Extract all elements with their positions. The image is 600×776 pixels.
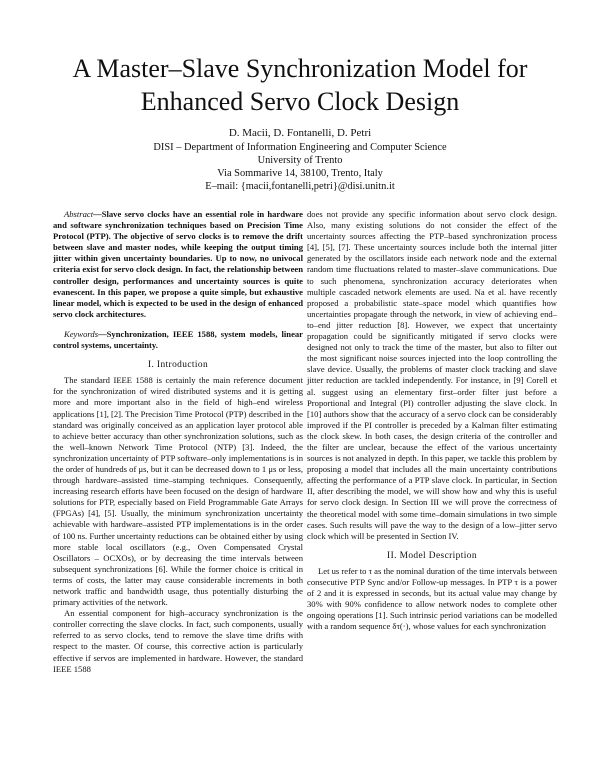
keywords xyxy=(53,329,303,351)
affiliation-university: University of Trento xyxy=(257,155,343,167)
right-column xyxy=(307,209,557,632)
left-column xyxy=(53,209,303,675)
keywords-label: Keywords xyxy=(64,328,99,339)
abstract-text: —Slave servo clocks have an essential role in hardware and software synchronization techniques based on Precision Time Protocol (PTP). The objective of servo clocks is to remove the drift between slave and master nodes, while keeping the output timing jitter within given uncertainty boundaries. Up to now, no univocal criteria exist for servo clock design. In fact, the relationship between controller design, performances and uncertainty sources is quite evanescent. In this paper, we propose a quite simple, but exhaustive linear model, which is expected to be used in the design of enhanced servo clock architectures. xyxy=(53,209,303,319)
author-block xyxy=(100,127,500,193)
author-email: E–mail: {macii,fontanelli,petri}@disi.unitn.it xyxy=(205,181,395,193)
introduction-continued: does not provide any specific information about servo clock design. Also, many existing solutions do not consider the effect of the uncertainty sources affecting the PTP–based synchronization process [4], [5], [7]. These uncertainty sources include both the internal jitter generated by the oscillators inside each network node and the external random time fluctuations related to master–slave communications. Due to such phenomena, synchronization accuracy deteriorates when multiple cascaded network elements are used. Na et al. have recently proposed a probabilistic state–space model which quantifies how uncertainties propagate through the network, in view of achieving end–to–end jitter reduction [8]. However, we expect that uncertainty propagation could be significantly mitigated if servo clocks were designed not only to track the time of the master, but also to filter out the most significant noise sources injected into the loop controlling the slave device. Usually, the problems of master clock tracking and slave jitter reduction are tackled independently. For instance, in [9] Corell et al. suggest using an elementary first–order filter just before a Proportional and Integral (PI) controller adjusting the slave clock. In [10] authors show that the accuracy of a servo clock can be considerably improved if the PI controller is preceded by a Kalman filter estimating the clock skew. In both cases, the design criteria of the controller and the filter are unclear, because the effect of the various uncertainty sources is not analyzed in depth. In this paper, we tackle this problem by proposing a model that includes all the main uncertainty contributions affecting the performance of a PTP slave clock. In particular, in Section II, after describing the model, we will show how and why this is useful for servo clock design. In Section III we will prove the correctness of the theoretical model with some time–domain simulations in two simple cases. Such results will pave the way to the design of a low–jitter servo clock which will be presented in Section IV. xyxy=(307,209,557,541)
abstract-label: Abstract xyxy=(64,209,94,219)
paper-title xyxy=(40,52,560,118)
keywords-text: —Synchronization, IEEE 1588, system models, linear control systems, uncertainty. xyxy=(53,328,303,351)
model-description-paragraph: Let us refer to τ as the nominal duration of the time intervals between consecutive PTP Sync and/or Follow-up messages. In PTP τ is a power of 2 and it is expressed in seconds, but its actual value may change by 30% with 90% confidence to allow network nodes to complete other ongoing operations [1]. Such intrinsic period variations can be modelled with a random sequence δτ(·), whose values for each synchronization xyxy=(307,565,557,632)
section-heading-model-description: II. Model Description xyxy=(387,550,477,561)
section-heading-introduction: I. Introduction xyxy=(147,360,209,371)
title-line-1: A Master–Slave Synchronization Model for xyxy=(72,54,528,83)
affiliation-department: DISI – Department of Information Engineering and Computer Science xyxy=(153,142,447,154)
introduction-paragraph-1: The standard IEEE 1588 is certainly the main reference document for the synchronization of wired distributed systems and it is getting more and more important also in the field of high–end wireless applications [1], [2]. The Precision Time Protocol (PTP) described in the standard was originally conceived as an application layer protocol able to achieve better accuracy than other synchronization solutions, such as the well–known Network Time Protocol (NTP) [3]. Indeed, the synchronization uncertainty of PTP software–only implementations is in the order of hundreds of μs, but it can be decreased down to 1 μs or less, through hardware–assisted time–stamping techniques. Consequently, increasing research efforts have been focused on the design of hardware solutions for PTP, especially based on Field Programmable Gate Arrays (FPGAs) [4], [5]. Usually, the minimum synchronization uncertainty achievable with hardware–assisted PTP implementations is in the order of 100 ns. Further uncertainty reductions can be obtained either by using more stable local oscillators (e.g., Oven Compensated Crystal Oscillators – OCXOs), or by decreasing the time intervals between subsequent synchronizations [6]. While the former choice is critical in terms of costs, the latter may cause considerable increments in both network traffic and bandwidth usage, thus potentially disturbing the primary activities of the network. xyxy=(53,375,303,608)
introduction-paragraph-2: An essential component for high–accuracy synchronization is the controller correcting the slave clocks. In fact, such components, usually referred to as servo clocks, tend to remove the slave time drifts with respect to the master. Of course, this corrective action is particularly effective if servos are implemented in hardware. However, the standard IEEE 1588 xyxy=(53,608,303,674)
title-line-2: Enhanced Servo Clock Design xyxy=(140,87,460,116)
author-names: D. Macii, D. Fontanelli, D. Petri xyxy=(228,127,372,139)
abstract xyxy=(53,209,303,320)
affiliation-address: Via Sommarive 14, 38100, Trento, Italy xyxy=(217,168,383,180)
